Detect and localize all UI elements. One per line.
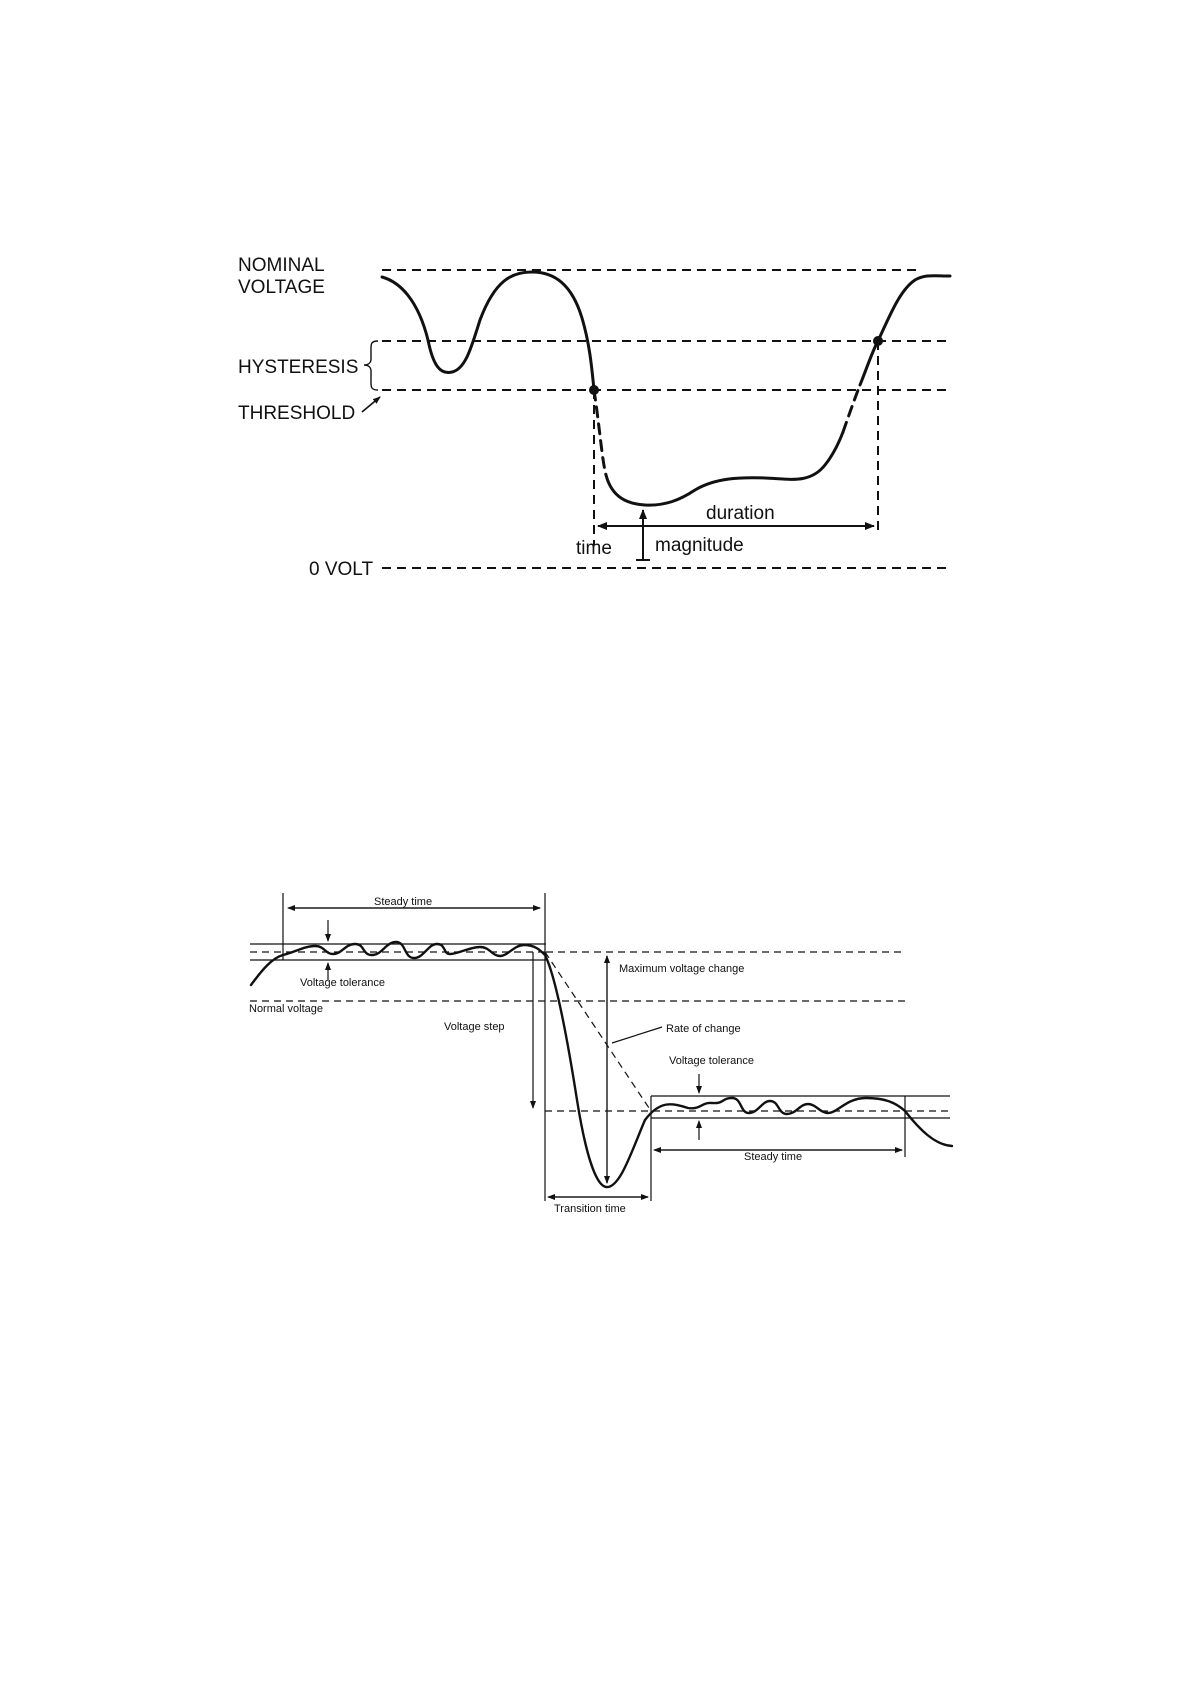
- magnitude-label: magnitude: [655, 535, 744, 556]
- hysteresis-label: HYSTERESIS: [238, 357, 359, 378]
- duration-label: duration: [706, 503, 775, 524]
- rate-of-change-pointer: [612, 1027, 662, 1043]
- steady-time-left-label: Steady time: [374, 896, 433, 908]
- voltage-waveform-recovery-dashed: [843, 385, 860, 432]
- hysteresis-crossing-dot: [873, 336, 883, 346]
- voltage-tolerance-right-label: Voltage tolerance: [669, 1055, 755, 1067]
- nominal-label-line1: NOMINAL: [238, 255, 325, 276]
- voltage-waveform: [382, 272, 594, 390]
- rate-of-change-line: [545, 952, 651, 1111]
- voltage-waveform-dip: [606, 432, 843, 505]
- normal-voltage-label: Normal voltage: [249, 1003, 323, 1015]
- voltage-tolerance-left-label: Voltage tolerance: [300, 977, 386, 989]
- voltage-step-label: Voltage step: [444, 1021, 505, 1033]
- time-label: time: [576, 538, 612, 559]
- hysteresis-brace: [364, 341, 378, 390]
- voltage-waveform-recovery: [860, 276, 950, 385]
- rate-of-change-label: Rate of change: [666, 1023, 741, 1035]
- threshold-pointer-arrow: [362, 397, 380, 412]
- steady-time-right-label: Steady time: [744, 1151, 803, 1163]
- transition-time-label: Transition time: [554, 1203, 626, 1215]
- voltage-dip-diagram: [238, 255, 950, 580]
- voltage-waveform-dip-entry: [594, 390, 606, 475]
- nominal-label-line2: VOLTAGE: [238, 277, 325, 298]
- threshold-label: THRESHOLD: [238, 403, 356, 424]
- maximum-voltage-change-label: Maximum voltage change: [619, 963, 745, 975]
- rapid-voltage-change-diagram: [249, 893, 952, 1215]
- zero-volt-label: 0 VOLT: [309, 559, 374, 580]
- threshold-crossing-dot: [589, 385, 599, 395]
